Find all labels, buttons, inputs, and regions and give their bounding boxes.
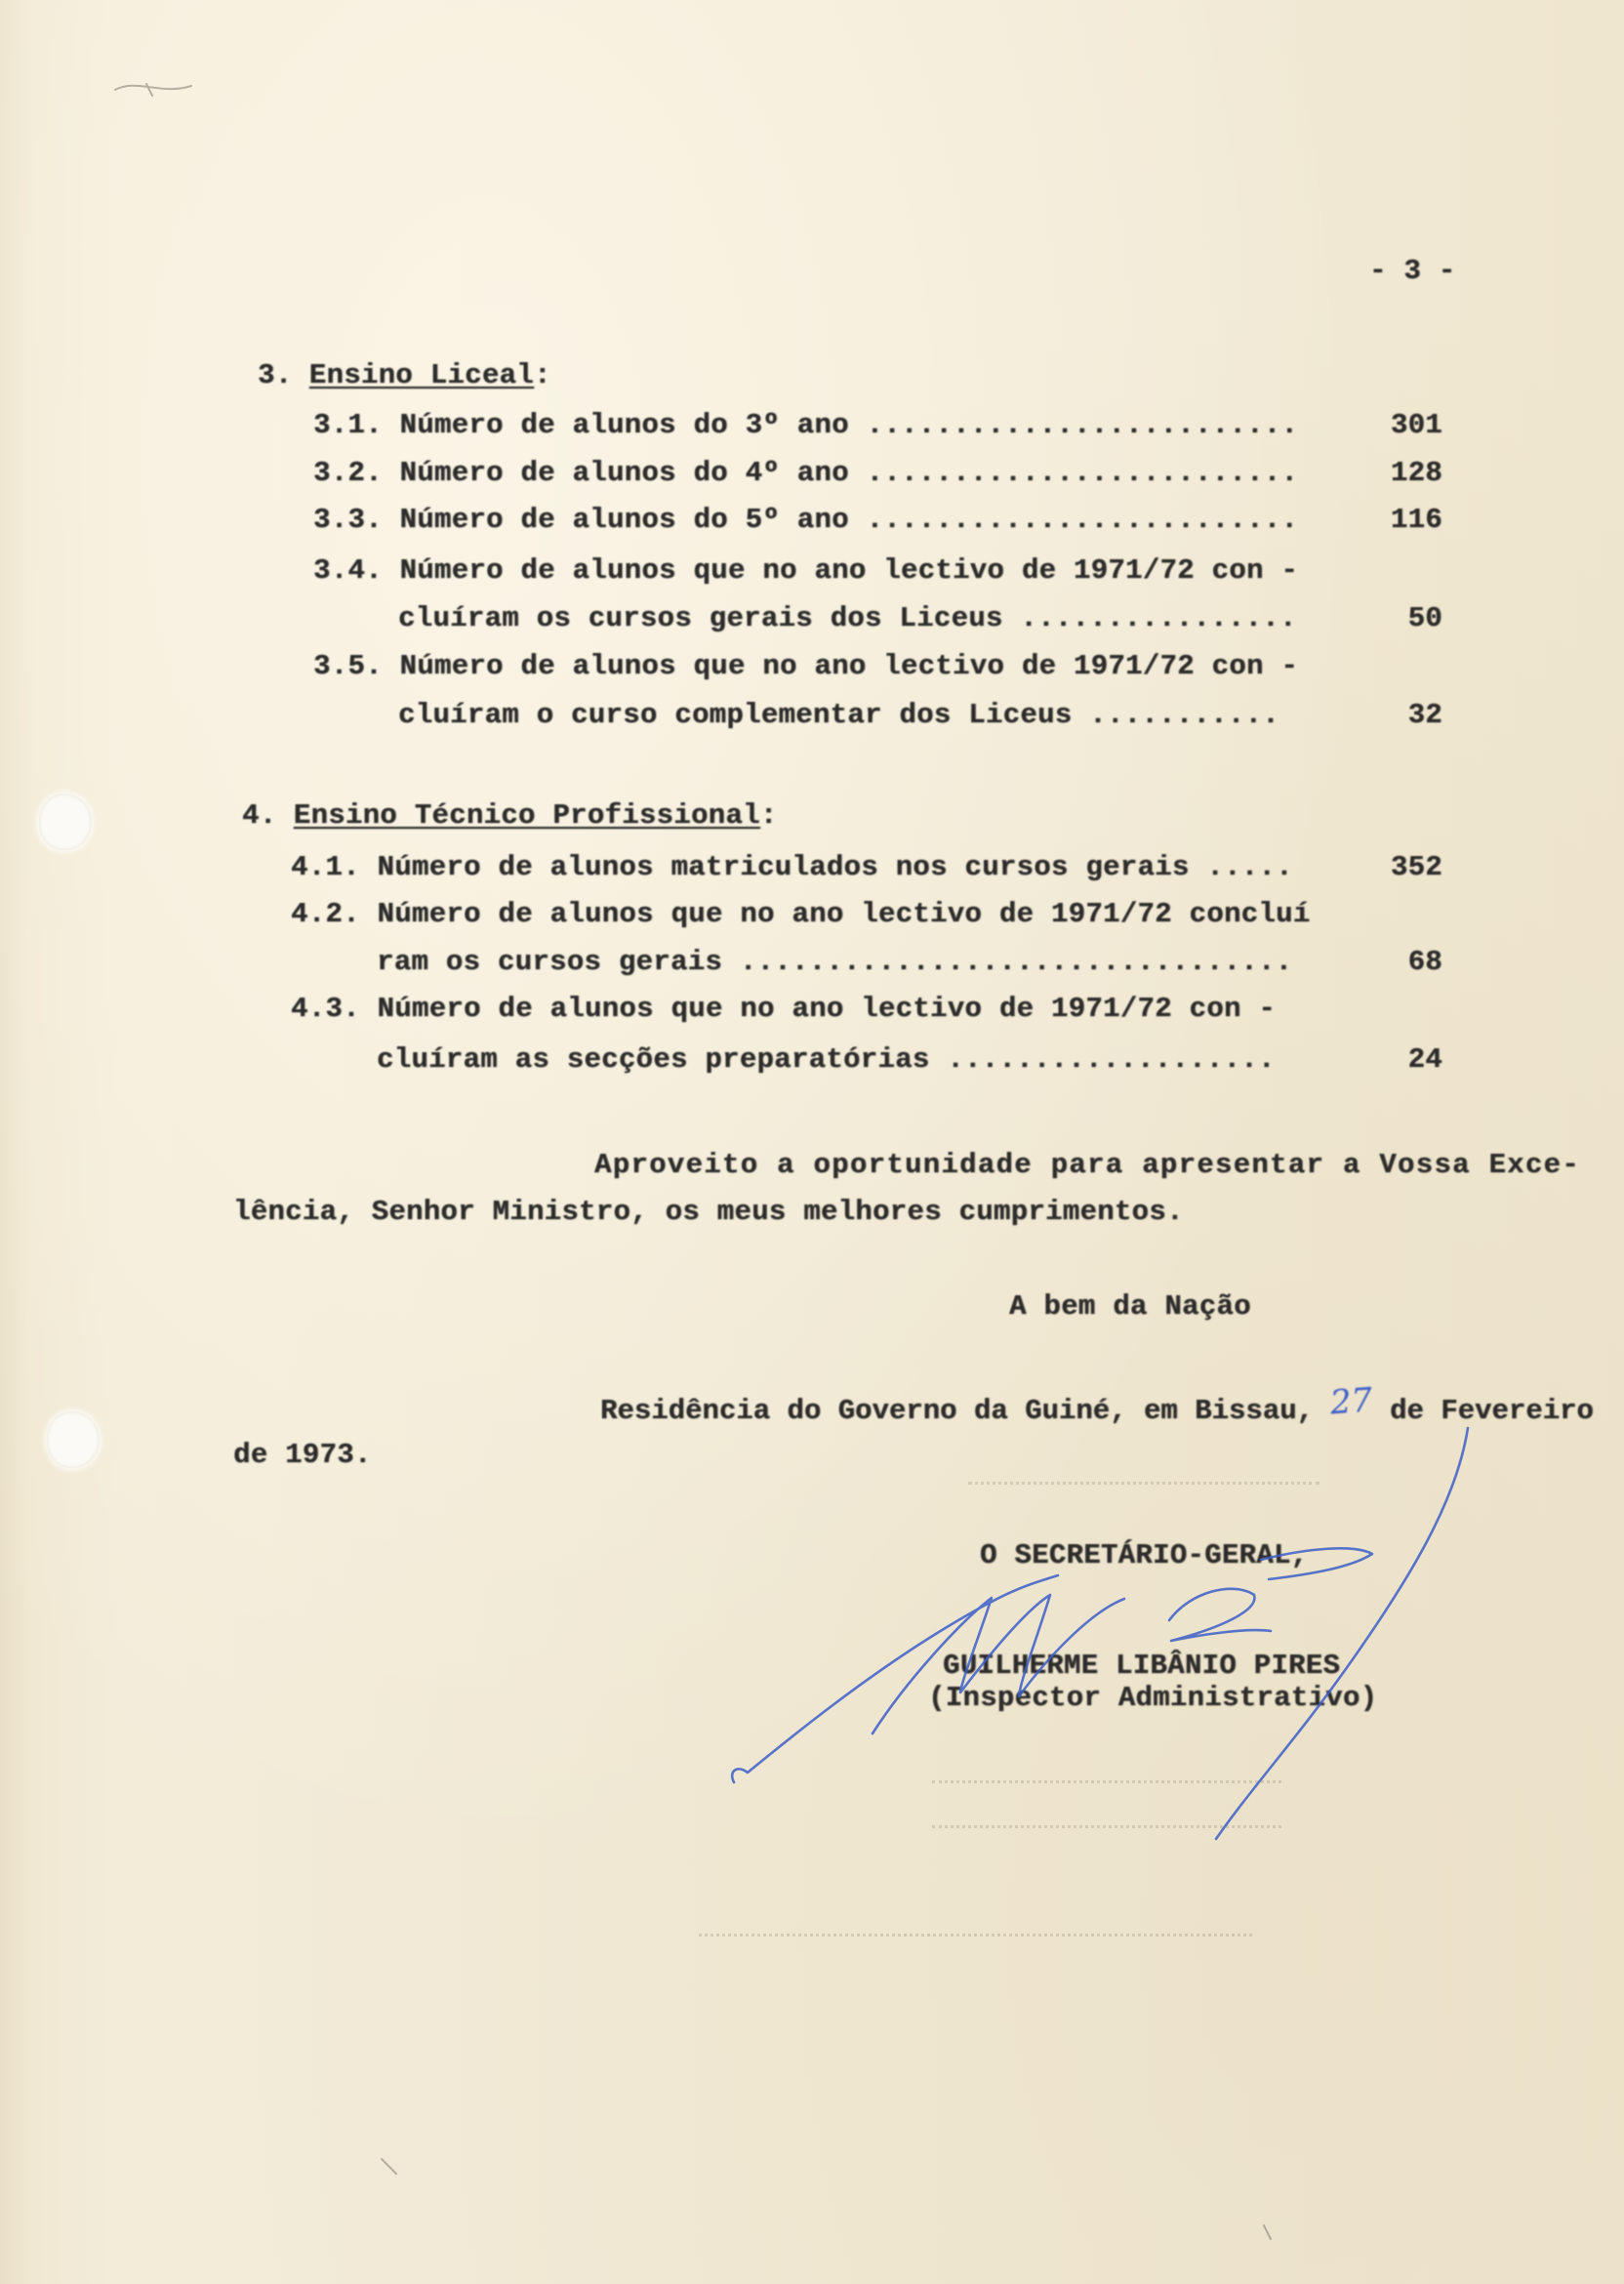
salutation: A bem da Nação <box>1009 1290 1251 1323</box>
item-4-2-text-line1: 4.2. Número de alunos que no ano lectivo de 1971/72 concluí <box>291 898 1311 930</box>
signature-loop-stroke <box>1169 1589 1271 1641</box>
ghost-dotted-line <box>932 1780 1281 1783</box>
punch-hole <box>47 1411 100 1468</box>
item-3-4-value: 50 <box>1407 602 1442 634</box>
punch-hole <box>39 794 92 850</box>
stray-mark <box>1264 2225 1271 2239</box>
signatory-name: GUILHERME LIBÂNIO PIRES <box>943 1650 1341 1682</box>
item-3-4-text-line2: cluíram os cursos gerais dos Liceus ................ <box>398 602 1297 634</box>
item-3-1-value: 301 <box>1390 409 1442 441</box>
stray-mark <box>382 2159 396 2174</box>
year-line: de 1973. <box>233 1439 372 1471</box>
item-3-1-text: 3.1. Número de alunos do 3º ano ......................... <box>313 409 1299 441</box>
page-number: - 3 - <box>1369 255 1456 287</box>
item-4-3-text-line1: 4.3. Número de alunos que no ano lectivo de 1971/72 con - <box>291 993 1277 1025</box>
item-3-3-text: 3.3. Número de alunos do 5º ano ......................... <box>313 504 1299 536</box>
item-4-1-text: 4.1. Número de alunos matriculados nos cursos gerais ..... <box>291 851 1293 883</box>
signatory-role: (Inspector Administrativo) <box>928 1682 1378 1714</box>
section-3-heading-number: 3. <box>258 359 293 391</box>
item-3-2-text: 3.2. Número de alunos do 4º ano ......................... <box>313 457 1299 489</box>
section-4-heading-colon: : <box>759 799 778 832</box>
closing-line-2: lência, Senhor Ministro, os meus melhores cumprimentos. <box>233 1196 1184 1228</box>
ghost-dotted-line <box>968 1482 1320 1485</box>
section-4-heading-title: Ensino Técnico Profissional <box>293 799 760 832</box>
item-4-1-value: 352 <box>1390 851 1442 883</box>
item-3-5-text-line1: 3.5. Número de alunos que no ano lectivo de 1971/72 con - <box>313 650 1299 682</box>
place-date-line <box>600 1380 1594 1429</box>
section-4-heading <box>242 798 777 834</box>
section-3-heading-colon: : <box>533 359 551 391</box>
item-4-3-value: 24 <box>1407 1043 1442 1076</box>
signature-tail-stroke <box>1216 1428 1468 1839</box>
ghost-dotted-line <box>699 1934 1252 1937</box>
item-4-2-text-line2: ram os cursos gerais ................................ <box>377 946 1293 978</box>
item-3-2-value: 128 <box>1390 457 1442 489</box>
item-4-3-text-line2: cluíram as secções preparatórias ................... <box>377 1043 1276 1076</box>
section-3-heading-title: Ensino Liceal <box>308 359 534 391</box>
item-3-4-text-line1: 3.4. Número de alunos que no ano lectivo de 1971/72 con - <box>313 554 1299 587</box>
ghost-dotted-line <box>932 1825 1281 1828</box>
signatory-title: O SECRETÁRIO-GERAL, <box>980 1539 1309 1571</box>
place-date-before-day: Residência do Governo da Guiné, em Bissau, <box>600 1395 1331 1427</box>
closing-line-1: Aproveito a oportunidade para apresentar a Vossa Exce- <box>594 1149 1580 1181</box>
item-3-3-value: 116 <box>1390 504 1442 536</box>
section-4-heading-number: 4. <box>242 799 277 832</box>
section-3-heading <box>258 358 551 393</box>
item-3-5-value: 32 <box>1407 699 1442 731</box>
item-4-2-value: 68 <box>1407 946 1442 978</box>
item-3-5-text-line2: cluíram o curso complementar dos Liceus ........... <box>398 699 1279 731</box>
handwritten-day: 27 <box>1328 1380 1374 1423</box>
place-date-after-day: de Fevereiro <box>1372 1395 1594 1427</box>
stray-mark <box>115 84 191 96</box>
